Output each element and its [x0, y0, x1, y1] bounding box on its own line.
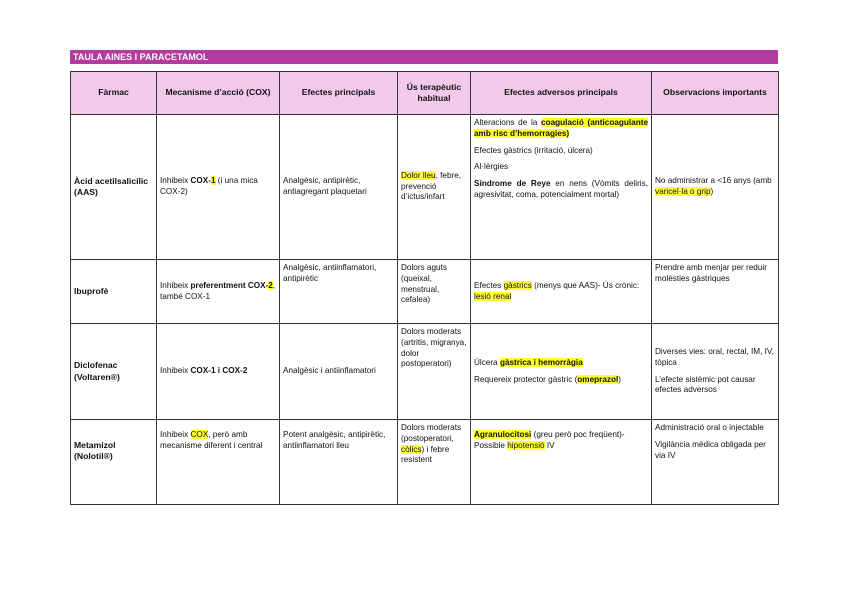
efectes-ibuprofe: Analgèsic, antiinflamatori, antipirètic: [280, 260, 398, 324]
drug-table: [70, 71, 779, 505]
efectes-metamizol: Potent analgèsic, antipirètic, antiinflamatori lleu: [280, 420, 398, 505]
header-efectes: Efectes principals: [280, 72, 398, 115]
table-row-aas: [71, 115, 779, 260]
adversos-metamizol: Agranulocitosi (greu però poc freqüent)- Possible hipotensió IV: [471, 420, 652, 505]
us-aas: Dolor lleu, febre, prevenció d’ictus/infart: [398, 115, 471, 260]
header-adversos: Efectes adversos principals: [471, 72, 652, 115]
mecanisme-ibuprofe: Inhibeix preferentment COX-2, també COX-1: [157, 260, 280, 324]
adversos-ibuprofe: Efectes gàstrics (menys que AAS)- Ús crònic: lesió renal: [471, 260, 652, 324]
table-row-ibuprofe: [71, 260, 779, 324]
adversos-aas: Alteracions de la coagulació (anticoagulante amb risc d’hemorragies) Efectes gàstrics (irritació, úlcera) Al·lèrgies Síndrome de Reye en nens (Vòmits deliris, agresivitat, coma, potencialment mortal): [471, 115, 652, 260]
mecanisme-aas: Inhibeix COX-1 (i una mica COX-2): [157, 115, 280, 260]
table-row-metamizol: [71, 420, 779, 505]
header-us: Ús terapèutic habitual: [398, 72, 471, 115]
drug-name-aas: Àcid acetilsalicílic (AAS): [71, 115, 157, 260]
observacions-metamizol: Administració oral o injectable Vigilància mèdica obligada per via IV: [652, 420, 779, 505]
observacions-diclofenac: Diverses vies: oral, rectal, IM, IV, tòpica L’efecte sistèmic pot causar efectes adversos: [652, 324, 779, 420]
efectes-diclofenac: Analgèsic i antiinflamatori: [280, 324, 398, 420]
header-observacions: Observacions importants: [652, 72, 779, 115]
mecanisme-metamizol: Inhibeix COX, però amb mecanisme diferent i central: [157, 420, 280, 505]
us-metamizol: Dolors moderats (postoperatori, còlics) i febre resistent: [398, 420, 471, 505]
mecanisme-diclofenac: Inhibeix COX-1 i COX-2: [157, 324, 280, 420]
table-title: TAULA AINES I PARACETAMOL: [70, 50, 778, 64]
adversos-diclofenac: Úlcera gàstrica i hemorràgia Requereix protector gàstric (omeprazol): [471, 324, 652, 420]
drug-name-diclofenac: Diclofenac (Voltaren®): [71, 324, 157, 420]
us-ibuprofe: Dolors aguts (queixal, menstrual, cefalea): [398, 260, 471, 324]
table-row-diclofenac: [71, 324, 779, 420]
header-row: [71, 72, 779, 115]
header-farmac: Fàrmac: [71, 72, 157, 115]
efectes-aas: Analgèsic, antipirètic, antiagregant plaquetari: [280, 115, 398, 260]
us-diclofenac: Dolors moderats (artritis, migranya, dolor postoperatori): [398, 324, 471, 420]
drug-name-metamizol: Metamizol (Nolotil®): [71, 420, 157, 505]
observacions-ibuprofe: Prendre amb menjar per reduir molèsties gàstriques: [652, 260, 779, 324]
drug-name-ibuprofe: Ibuprofè: [71, 260, 157, 324]
observacions-aas: No administrar a <16 anys (amb varicel·la o grip): [652, 115, 779, 260]
header-mecanisme: Mecanisme d’acció (COX): [157, 72, 280, 115]
